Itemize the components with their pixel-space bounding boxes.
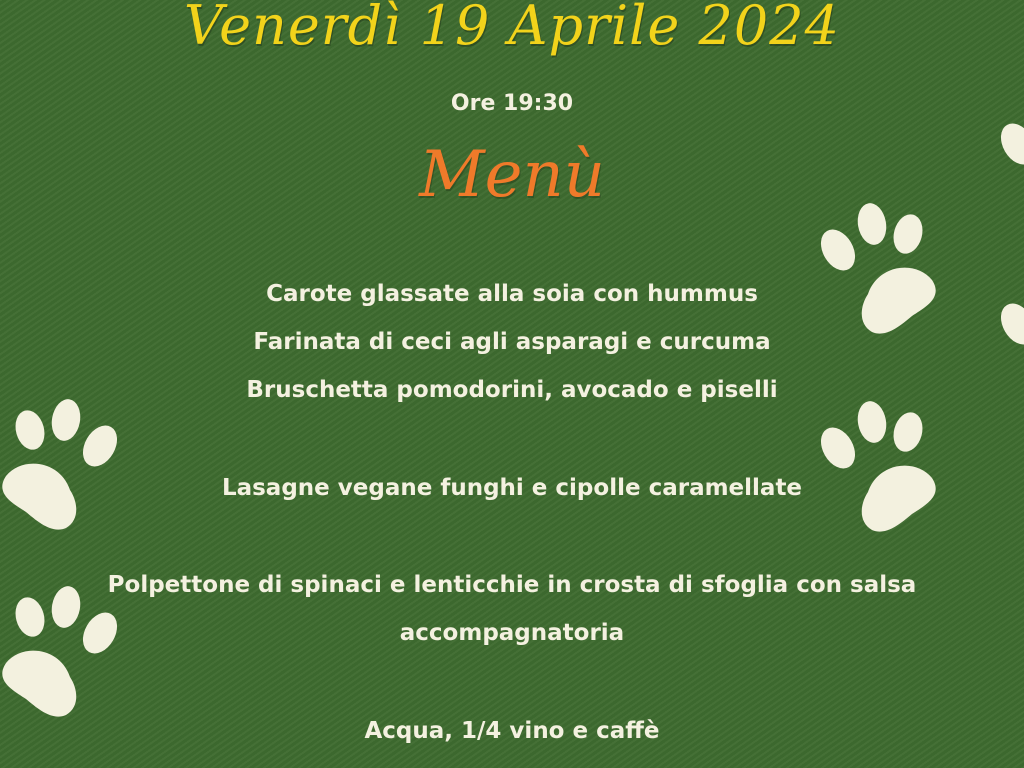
menu-item-secondo-line-2: accompagnatoria: [399, 620, 625, 646]
menu-item-secondo-line-1: Polpettone di spinaci e lenticchie in crosta di sfoglia con salsa: [107, 572, 917, 598]
menu-item-extras: Acqua, 1/4 vino e caffè: [364, 718, 660, 744]
event-date: Venerdì 19 Aprile 2024: [184, 0, 840, 57]
paw-print-icon: [0, 398, 122, 538]
paw-print-icon: [816, 400, 946, 540]
paw-print-icon: [996, 96, 1024, 236]
menu-item-antipasto-3: Bruschetta pomodorini, avocado e piselli: [246, 377, 778, 403]
paw-print-icon: [996, 276, 1024, 416]
paw-print-icon: [0, 585, 122, 725]
menu-title: Menù: [419, 138, 605, 212]
menu-item-antipasto-1: Carote glassate alla soia con hummus: [266, 281, 758, 307]
menu-item-primo: Lasagne vegane funghi e cipolle caramellate: [221, 475, 803, 501]
menu-item-antipasto-2: Farinata di ceci agli asparagi e curcuma: [253, 329, 771, 355]
event-time: Ore 19:30: [450, 91, 574, 116]
paw-print-icon: [816, 202, 946, 342]
